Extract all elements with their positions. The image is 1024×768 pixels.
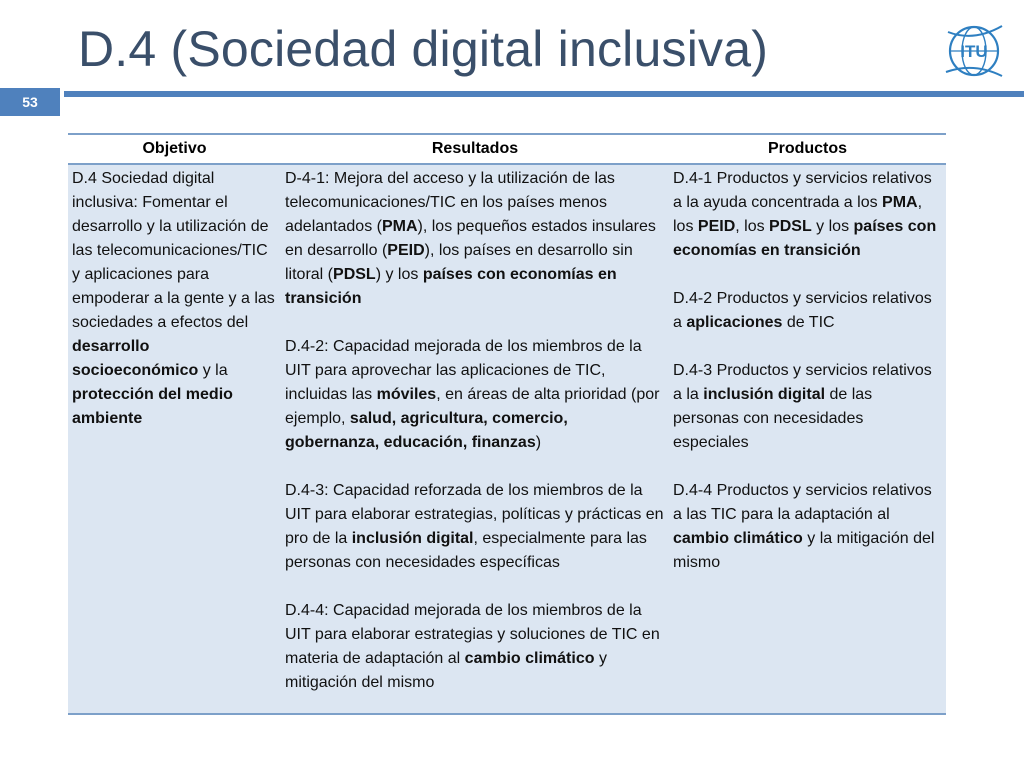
header-productos: Productos: [767, 140, 848, 157]
cell-objetivo: [68, 165, 281, 713]
producto-d4-1: D.4-1 Productos y servicios relativos a la ayuda concentrada a los PMA, los PEID, los PDSL y los países con economías en transición: [673, 170, 937, 259]
resultado-d4-1: D-4-1: Mejora del acceso y la utilización de las telecomunicaciones/TIC en los países menos adelantados (PMA), los pequeños estados insulares en desarrollo (PEID), los países en desarrollo sin litoral (PDSL) y los países con economías en transición: [285, 170, 656, 307]
table-header-row: [68, 133, 946, 165]
resultado-d4-2: D.4-2: Capacidad mejorada de los miembros de la UIT para aprovechar las aplicaciones de TIC, incluidas las móviles, en áreas de alta prioridad (por ejemplo, salud, agricultura, comercio, gobernanza, educación, finanzas): [285, 338, 660, 451]
producto-d4-2: D.4-2 Productos y servicios relativos a aplicaciones de TIC: [673, 290, 932, 331]
objetivo-text: D.4 Sociedad digital inclusiva: Fomentar el desarrollo y la utilización de las telecomunicaciones/TIC y aplicaciones para empoderar a la gente y a las sociedades a efectos del desarrollo socioeconómico y la protección del medio ambiente: [72, 170, 275, 427]
objectives-table: [68, 133, 946, 717]
table-row: [68, 165, 946, 715]
header-objetivo: Objetivo: [142, 140, 207, 157]
itu-logo-icon: [944, 20, 1004, 80]
slide-title: D.4 (Sociedad digital inclusiva): [78, 21, 769, 77]
producto-d4-3: D.4-3 Productos y servicios relativos a la inclusión digital de las personas con necesidades especiales: [673, 362, 932, 451]
producto-d4-4: D.4-4 Productos y servicios relativos a las TIC para la adaptación al cambio climático y la mitigación del mismo: [673, 482, 935, 571]
title-rule: [64, 91, 1024, 97]
slide-number: 53: [0, 88, 60, 116]
svg-text:ITU: ITU: [960, 42, 988, 61]
cell-productos: [669, 165, 946, 713]
resultado-d4-3: D.4-3: Capacidad reforzada de los miembros de la UIT para elaborar estrategias, políticas y prácticas en pro de la inclusión digital, especialmente para las personas con necesidades específicas: [285, 482, 664, 571]
header-resultados: Resultados: [431, 140, 519, 157]
resultado-d4-4: D.4-4: Capacidad mejorada de los miembros de la UIT para elaborar estrategias y soluciones de TIC en materia de adaptación al cambio climático y mitigación del mismo: [285, 602, 660, 691]
cell-resultados: [281, 165, 669, 713]
